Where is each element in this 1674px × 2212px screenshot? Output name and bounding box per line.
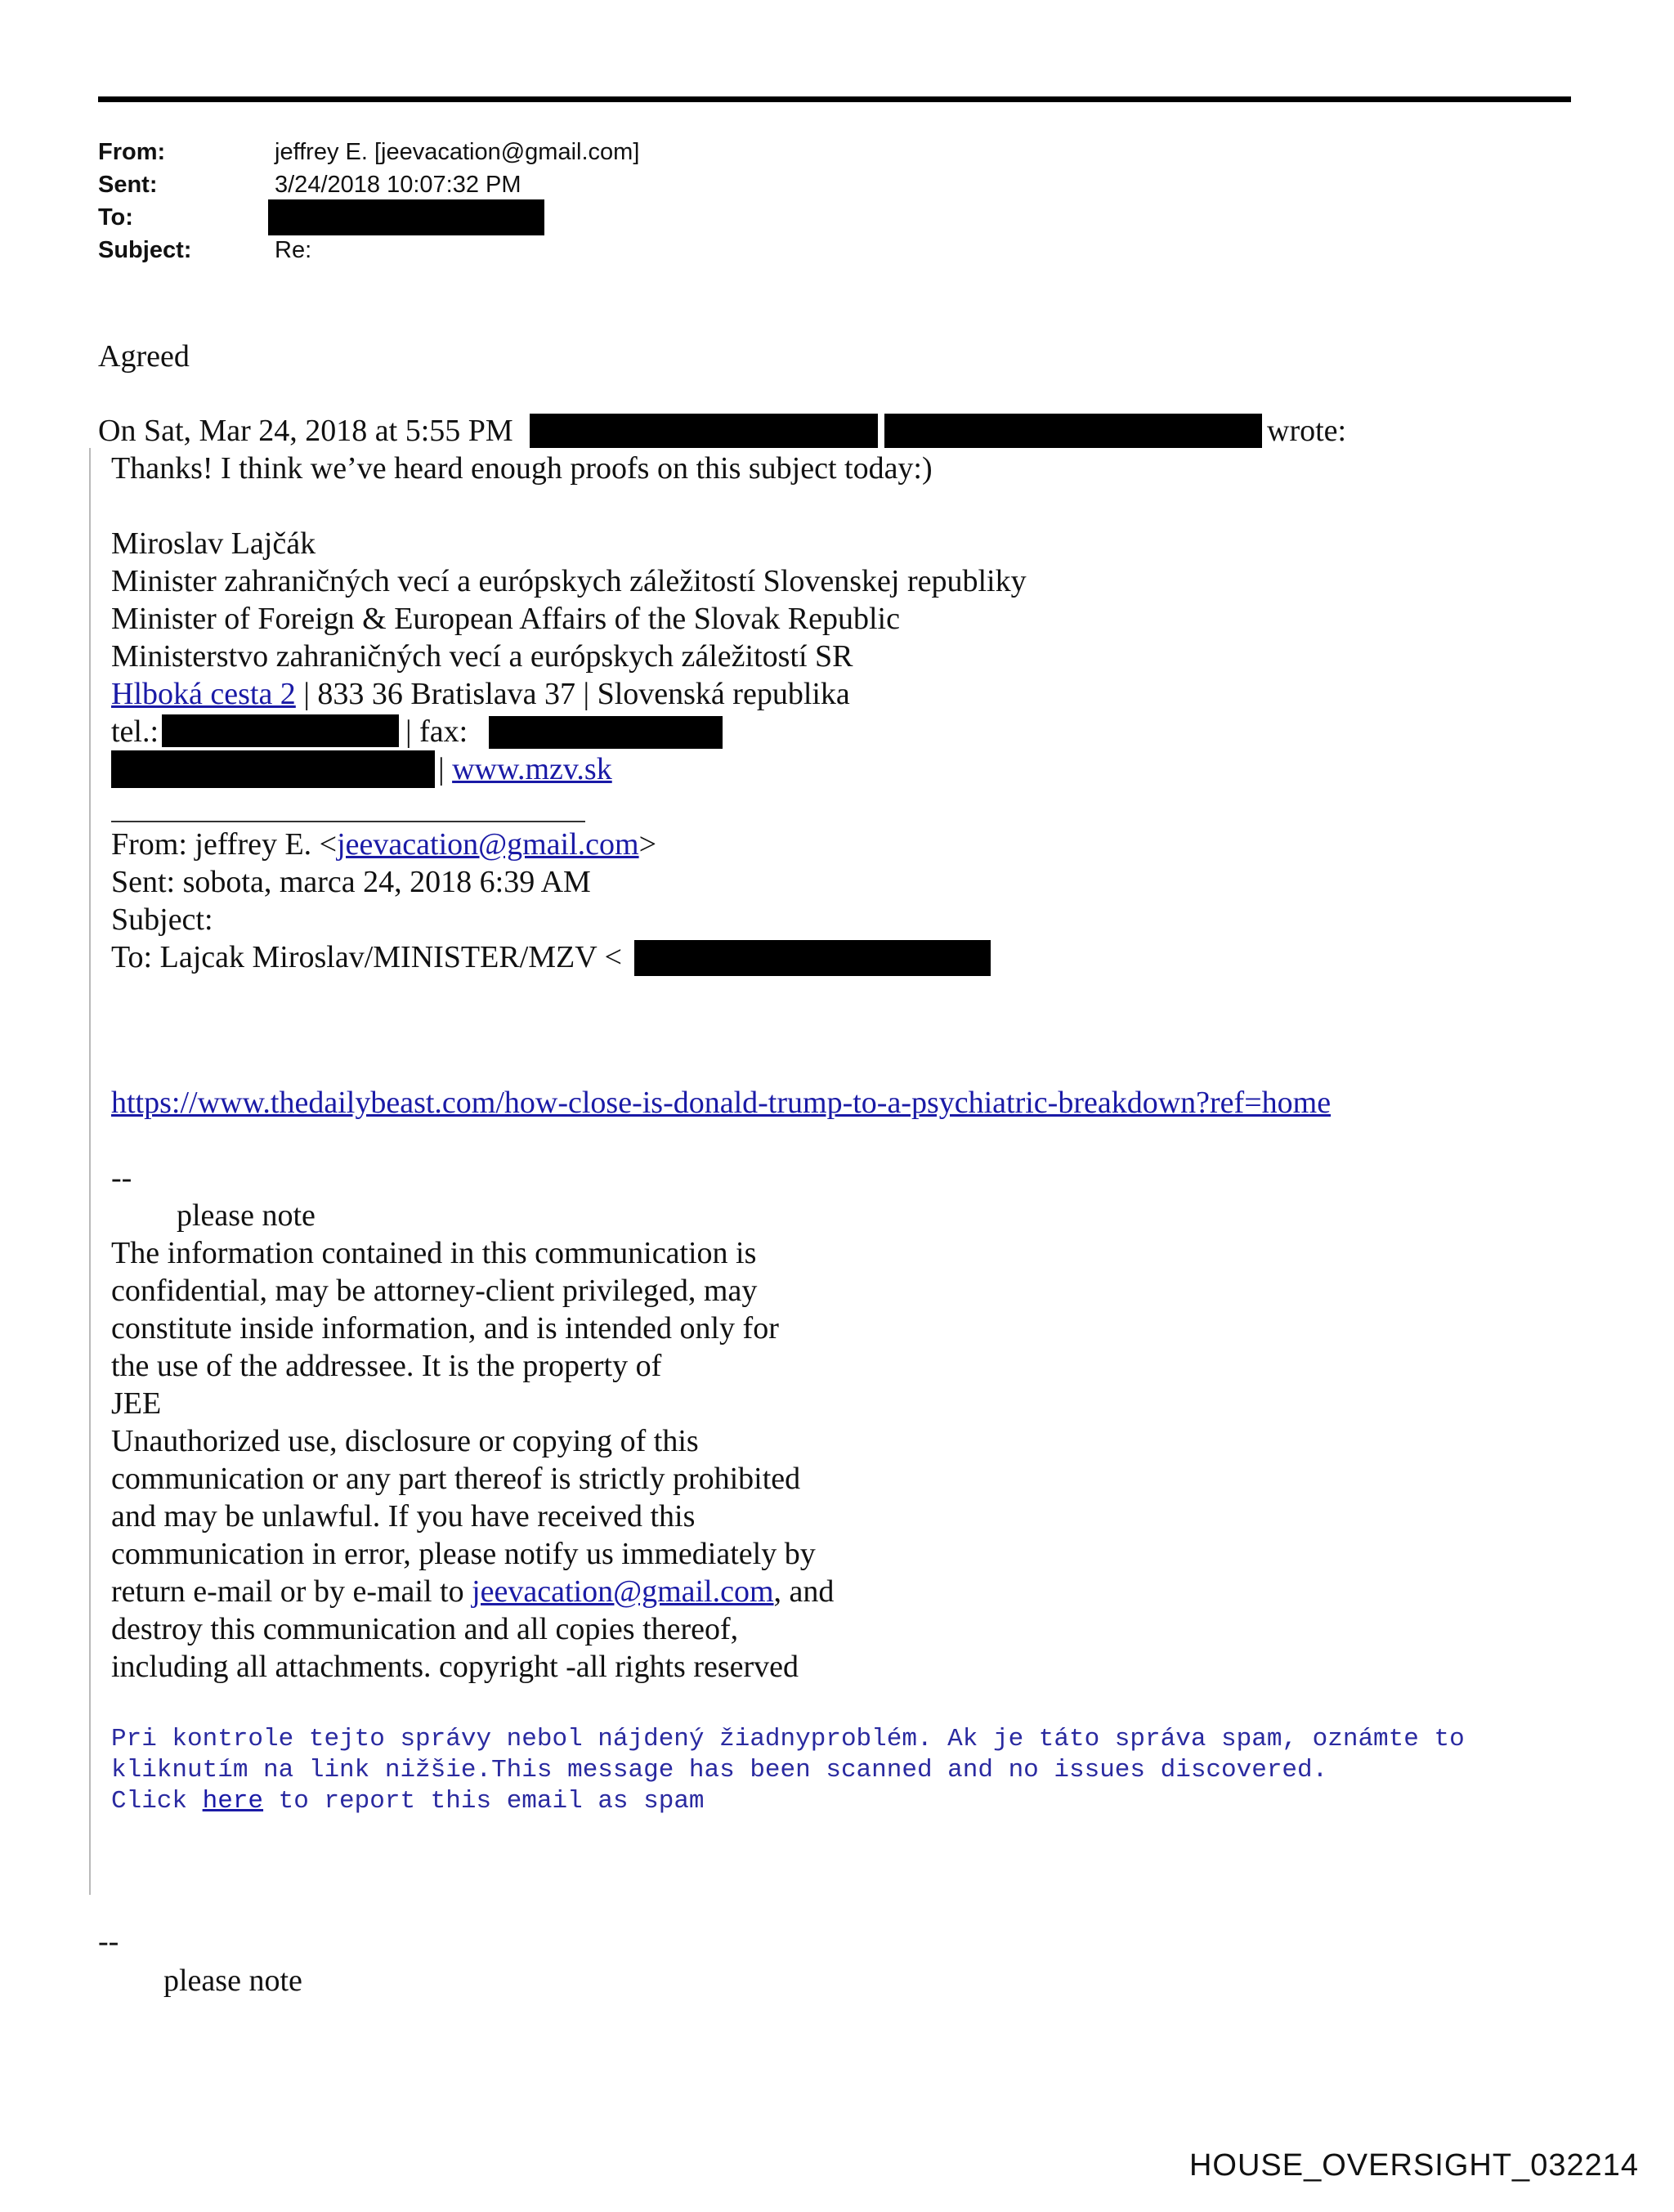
quote-intro-line xyxy=(98,412,513,450)
disclaimer-line: communication or any part thereof is strictly prohibited xyxy=(111,1462,801,1496)
quote-intro: On Sat, Mar 24, 2018 at 5:55 PM xyxy=(98,414,513,448)
disclaimer-please-note: please note xyxy=(177,1198,316,1233)
forward-to: To: Lajcak Miroslav/MINISTER/MZV < xyxy=(111,940,622,974)
to-label: To: xyxy=(98,204,133,231)
disclaimer-line: including all attachments. copyright -all rights reserved xyxy=(111,1650,799,1684)
signature-fax-label: | fax: xyxy=(405,714,468,749)
signature-address xyxy=(111,675,850,713)
from-label: From: xyxy=(98,139,166,165)
web-link[interactable]: www.mzv.sk xyxy=(452,752,612,786)
redaction-bar xyxy=(162,714,399,747)
disclaimer-line: The information contained in this communication is xyxy=(111,1236,757,1270)
forward-sent: Sent: sobota, marca 24, 2018 6:39 AM xyxy=(111,865,591,899)
disclaimer-line xyxy=(111,1573,834,1610)
redaction-bar xyxy=(268,199,544,235)
scan-notice-line xyxy=(111,1786,705,1817)
scan-notice-suffix: to report this email as spam xyxy=(263,1787,705,1816)
from-value: jeffrey E. [jeevacation@gmail.com] xyxy=(275,139,640,165)
disclaimer-email-link[interactable]: jeevacation@gmail.com xyxy=(472,1574,774,1609)
disclaimer-line: and may be unlawful. If you have received this xyxy=(111,1499,696,1534)
article-url-line xyxy=(111,1084,1331,1122)
signature-name: Miroslav Lajčák xyxy=(111,526,316,561)
signature-ministry: Ministerstvo zahraničných vecí a európskych záležitostí SR xyxy=(111,639,853,674)
subject-label: Subject: xyxy=(98,237,192,263)
article-url[interactable]: https://www.thedailybeast.com/how-close-is-donald-trump-to-a-psychiatric-breakdown?ref=home xyxy=(111,1086,1332,1120)
scan-notice-line: kliknutím na link nižšie.This message has been scanned and no issues discovered. xyxy=(111,1756,1328,1784)
bottom-dashes: -- xyxy=(98,1924,119,1959)
sent-label: Sent: xyxy=(98,172,158,198)
disclaimer-line: the use of the addressee. It is the property of xyxy=(111,1349,662,1383)
scan-notice-line: Pri kontrole tejto správy nebol nájdený žiadnyproblém. Ak je táto správa spam, oznámte to xyxy=(111,1725,1465,1753)
signature-web xyxy=(438,750,612,788)
forward-subject: Subject: xyxy=(111,902,213,937)
disclaimer-line: Unauthorized use, disclosure or copying of this xyxy=(111,1424,699,1458)
forward-from-prefix: From: jeffrey E. < xyxy=(111,827,338,862)
disclaimer-line10-prefix: return e-mail or by e-mail to xyxy=(111,1574,472,1609)
redaction-bar xyxy=(111,750,435,788)
forward-from-email[interactable]: jeevacation@gmail.com xyxy=(337,827,639,862)
disclaimer-dashes: -- xyxy=(111,1161,132,1195)
disclaimer-line10-suffix: , and xyxy=(773,1574,835,1609)
redaction-bar xyxy=(634,940,991,976)
top-rule xyxy=(98,96,1571,102)
forward-from xyxy=(111,826,656,863)
report-spam-link[interactable]: here xyxy=(202,1787,264,1816)
address-rest: | 833 36 Bratislava 37 | Slovenská republika xyxy=(295,677,850,711)
redaction-bar xyxy=(489,716,723,749)
disclaimer-line: communication in error, please notify us immediately by xyxy=(111,1537,816,1571)
bottom-please-note: please note xyxy=(163,1963,302,1998)
signature-tel-label: tel.: xyxy=(111,714,159,749)
address-link[interactable]: Hlboká cesta 2 xyxy=(111,677,296,711)
reply-text: Agreed xyxy=(98,339,190,374)
signature-title-sk: Minister zahraničných vecí a európskych záležitostí Slovenskej republiky xyxy=(111,564,1027,598)
quote-bar xyxy=(89,448,91,1895)
separator-line xyxy=(111,821,585,822)
disclaimer-line: JEE xyxy=(111,1386,162,1421)
redaction-bar xyxy=(530,414,878,448)
disclaimer-line: constitute inside information, and is intended only for xyxy=(111,1311,779,1346)
scan-notice-prefix: Click xyxy=(111,1787,203,1816)
document-id: HOUSE_OVERSIGHT_032214 xyxy=(1188,2148,1639,2183)
disclaimer-line: confidential, may be attorney-client privileged, may xyxy=(111,1274,758,1308)
signature-title-en: Minister of Foreign & European Affairs of the Slovak Republic xyxy=(111,602,900,636)
quoted-thanks: Thanks! I think we’ve heard enough proofs on this subject today:) xyxy=(111,451,933,486)
subject-value: Re: xyxy=(275,237,312,263)
web-separator: | xyxy=(438,752,453,786)
sent-value: 3/24/2018 10:07:32 PM xyxy=(275,172,521,198)
quote-wrote: wrote: xyxy=(1267,414,1347,448)
forward-from-suffix: > xyxy=(638,827,657,862)
redaction-bar xyxy=(884,414,1262,448)
disclaimer-line: destroy this communication and all copies thereof, xyxy=(111,1612,739,1646)
